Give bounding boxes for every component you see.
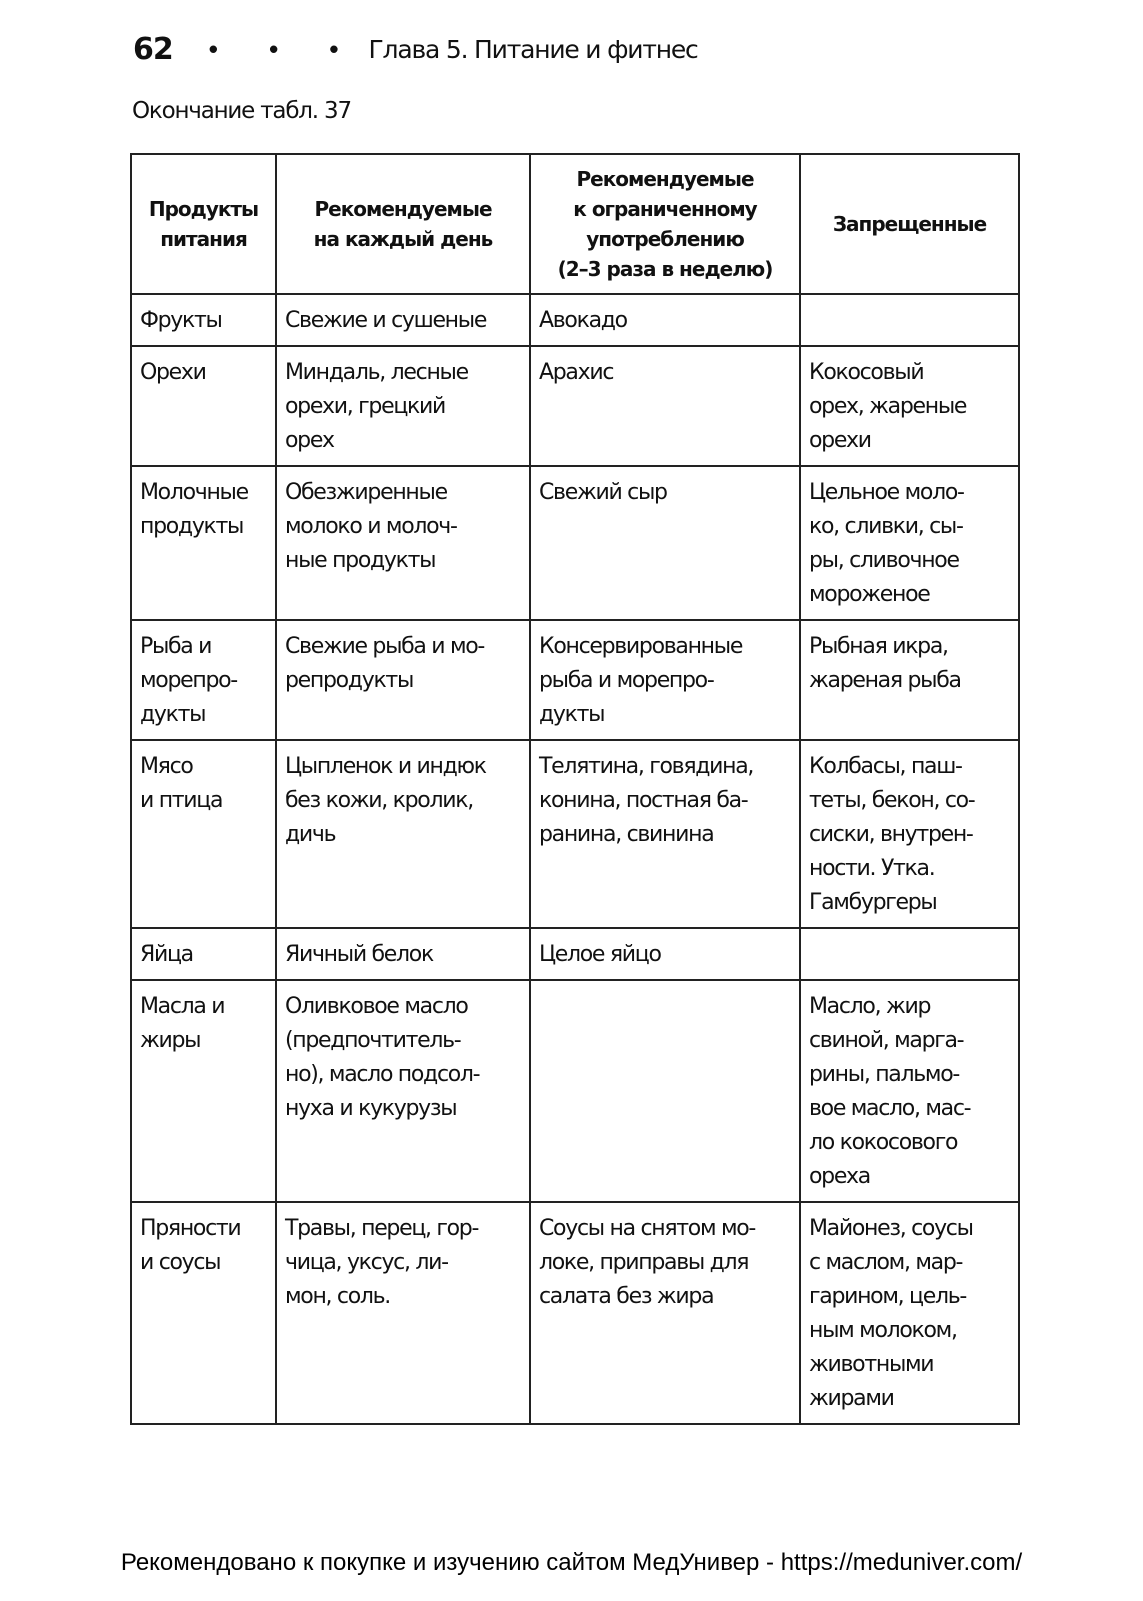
cell-daily: Обезжиренные молоко и молоч- ные продукты — [276, 466, 530, 620]
table-row — [131, 928, 1019, 980]
cell-product: Мясо и птица — [131, 740, 276, 928]
cell-forbidden: Майонез, соусы с маслом, мар- гарином, цель- ным молоком, животными жирами — [800, 1202, 1019, 1424]
header-forbidden: Запрещенные — [800, 154, 1019, 294]
cell-limited: Арахис — [530, 346, 800, 466]
cell-forbidden: Кокосовый орех, жареные орехи — [800, 346, 1019, 466]
cell-forbidden — [800, 294, 1019, 346]
cell-daily: Оливковое масло (предпочтитель- но), масло подсол- нуха и кукурузы — [276, 980, 530, 1202]
header-products: Продукты питания — [131, 154, 276, 294]
table-row — [131, 980, 1019, 1202]
table-row — [131, 346, 1019, 466]
cell-limited: Консервированные рыба и морепро- дукты — [530, 620, 800, 740]
cell-limited: Телятина, говядина, конина, постная ба- ранина, свинина — [530, 740, 800, 928]
cell-product: Масла и жиры — [131, 980, 276, 1202]
cell-product: Рыба и морепро- дукты — [131, 620, 276, 740]
cell-product: Яйца — [131, 928, 276, 980]
cell-forbidden — [800, 928, 1019, 980]
table-header-row — [131, 154, 1019, 294]
footer-watermark: Рекомендовано к покупке и изучению сайтом МедУнивер - https://meduniver.com/ — [120, 1549, 1023, 1576]
cell-daily: Свежие и сушеные — [276, 294, 530, 346]
cell-forbidden: Цельное моло- ко, сливки, сы- ры, сливочное мороженое — [800, 466, 1019, 620]
table-row — [131, 1202, 1019, 1424]
page-number: 62 — [133, 32, 173, 67]
cell-daily: Свежие рыба и мо- репродукты — [276, 620, 530, 740]
nutrition-table — [130, 153, 1020, 1425]
cell-daily: Цыпленок и индюк без кожи, кролик, дичь — [276, 740, 530, 928]
cell-product: Пряности и соусы — [131, 1202, 276, 1424]
cell-product: Фрукты — [131, 294, 276, 346]
table-row — [131, 740, 1019, 928]
cell-forbidden: Масло, жир свиной, марга- рины, пальмо- вое масло, мас- ло кокосового ореха — [800, 980, 1019, 1202]
page-header — [133, 32, 698, 67]
cell-daily: Миндаль, лесные орехи, грецкий орех — [276, 346, 530, 466]
table-row — [131, 466, 1019, 620]
header-limited: Рекомендуемые к ограниченному употреблению (2–3 раза в неделю) — [530, 154, 800, 294]
chapter-title: Глава 5. Питание и фитнес — [368, 35, 698, 64]
cell-limited: Соусы на снятом мо- локе, приправы для салата без жира — [530, 1202, 800, 1424]
cell-forbidden: Колбасы, паш- теты, бекон, со- сиски, внутрен- ности. Утка. Гамбургеры — [800, 740, 1019, 928]
cell-limited — [530, 980, 800, 1202]
cell-forbidden: Рыбная икра, жареная рыба — [800, 620, 1019, 740]
table-caption: Окончание табл. 37 — [132, 98, 351, 124]
cell-daily: Травы, перец, гор- чица, уксус, ли- мон, соль. — [276, 1202, 530, 1424]
cell-limited: Целое яйцо — [530, 928, 800, 980]
cell-limited: Свежий сыр — [530, 466, 800, 620]
cell-product: Орехи — [131, 346, 276, 466]
table-row — [131, 294, 1019, 346]
cell-product: Молочные продукты — [131, 466, 276, 620]
header-dots: • • • — [208, 34, 361, 64]
cell-limited: Авокадо — [530, 294, 800, 346]
header-daily: Рекомендуемые на каждый день — [276, 154, 530, 294]
cell-daily: Яичный белок — [276, 928, 530, 980]
table-row — [131, 620, 1019, 740]
